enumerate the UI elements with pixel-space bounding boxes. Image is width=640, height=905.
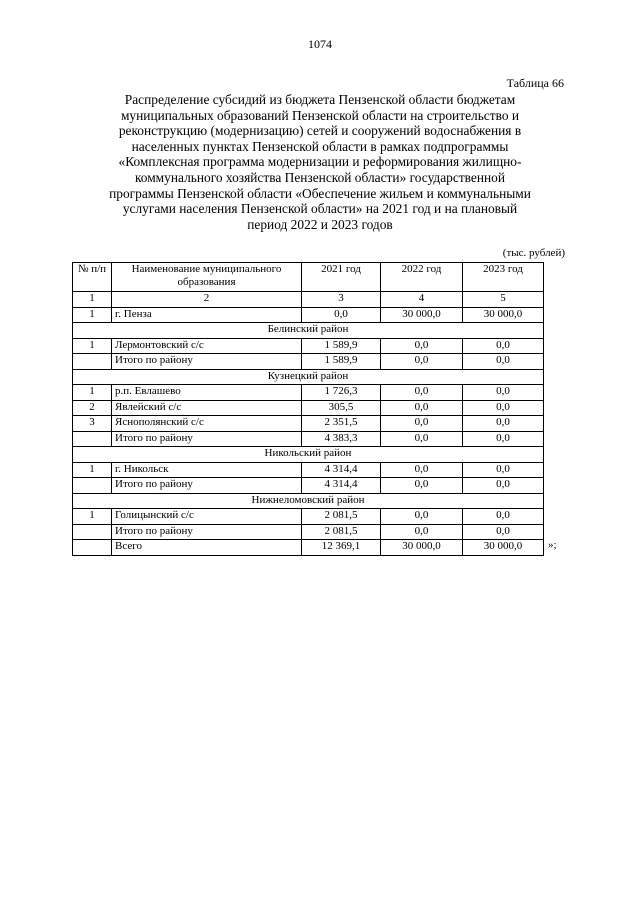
row-2023: 0,0 [463, 416, 544, 432]
row-2022: 0,0 [381, 385, 463, 401]
row-2022: 0,0 [381, 478, 463, 494]
row-num: 1 [73, 509, 112, 525]
row-2023: 0,0 [463, 478, 544, 494]
row-2021: 0,0 [302, 307, 381, 323]
row-2021: 305,5 [302, 400, 381, 416]
row-name: Итого по району [112, 431, 302, 447]
table-row [73, 307, 544, 323]
row-num: 1 [73, 462, 112, 478]
row-name: р.п. Евлашево [112, 385, 302, 401]
row-num [73, 431, 112, 447]
row-2022: 0,0 [381, 400, 463, 416]
title-line: коммунального хозяйства Пензенской области» государственной [134, 169, 506, 185]
row-2022: 0,0 [381, 431, 463, 447]
col-number: 3 [302, 292, 381, 308]
header-2021: 2021 год [302, 263, 381, 292]
row-2023: 30 000,0 [463, 540, 544, 556]
header-2022: 2022 год [381, 263, 463, 292]
table-label: Таблица 66 [506, 76, 564, 90]
row-2023: 30 000,0 [463, 307, 544, 323]
row-num: 1 [73, 307, 112, 323]
district-total-row [73, 354, 544, 370]
title-line: период 2022 и 2023 годов [247, 216, 393, 232]
title-line: Распределение субсидий из бюджета Пензенской области бюджетам [124, 92, 516, 107]
district-total-row [73, 524, 544, 540]
col-number: 4 [381, 292, 463, 308]
header-num: № п/п [73, 263, 112, 292]
district-header [73, 447, 544, 463]
table-row [73, 338, 544, 354]
subsidy-table [72, 262, 544, 556]
district-title: Нижнеломовский район [73, 493, 544, 509]
district-title: Белинский район [73, 323, 544, 339]
district-header [73, 369, 544, 385]
row-name: Лермонтовский с/с [112, 338, 302, 354]
row-2023: 0,0 [463, 385, 544, 401]
table-row [73, 416, 544, 432]
row-2021: 4 314,4 [302, 478, 381, 494]
district-header [73, 323, 544, 339]
row-num: 2 [73, 400, 112, 416]
title-line: услугами населения Пензенской области» на 2021 год и на плановый [122, 201, 518, 217]
row-2023: 0,0 [463, 462, 544, 478]
title-line: муниципальных образований Пензенской области на строительство и [120, 107, 520, 123]
row-name: Голицынский с/с [112, 509, 302, 525]
row-2021: 12 369,1 [302, 540, 381, 556]
row-2021: 4 383,3 [302, 431, 381, 447]
table-row [73, 385, 544, 401]
row-2021: 2 081,5 [302, 509, 381, 525]
district-header [73, 493, 544, 509]
row-2023: 0,0 [463, 338, 544, 354]
row-2022: 0,0 [381, 509, 463, 525]
district-total-row [73, 431, 544, 447]
title-line: реконструкцию (модернизацию) сетей и сооружений водоснабжения в [118, 123, 522, 139]
row-name: Явлейский с/с [112, 400, 302, 416]
header-2023: 2023 год [463, 263, 544, 292]
row-2022: 0,0 [381, 338, 463, 354]
row-num [73, 478, 112, 494]
table-header-row [73, 263, 544, 292]
row-2022: 0,0 [381, 462, 463, 478]
col-number: 2 [112, 292, 302, 308]
row-2021: 1 726,3 [302, 385, 381, 401]
district-title: Кузнецкий район [73, 369, 544, 385]
row-name: Яснополянский с/с [112, 416, 302, 432]
district-title: Никольский район [73, 447, 544, 463]
row-2023: 0,0 [463, 400, 544, 416]
row-name: Итого по району [112, 478, 302, 494]
document-title [70, 92, 570, 232]
row-name: Итого по району [112, 524, 302, 540]
row-2021: 1 589,9 [302, 354, 381, 370]
page-number: 1074 [308, 37, 332, 51]
col-number: 1 [73, 292, 112, 308]
row-2021: 4 314,4 [302, 462, 381, 478]
row-name: г. Никольск [112, 462, 302, 478]
table-row [73, 462, 544, 478]
district-total-row [73, 478, 544, 494]
column-number-row [73, 292, 544, 308]
table-row [73, 509, 544, 525]
unit-note: (тыс. рублей) [502, 247, 565, 259]
row-num [73, 540, 112, 556]
row-2022: 0,0 [381, 524, 463, 540]
row-2023: 0,0 [463, 354, 544, 370]
row-2023: 0,0 [463, 509, 544, 525]
grand-total-row [73, 540, 544, 556]
row-2023: 0,0 [463, 431, 544, 447]
row-num: 3 [73, 416, 112, 432]
col-number: 5 [463, 292, 544, 308]
row-2021: 1 589,9 [302, 338, 381, 354]
title-line: населенных пунктах Пензенской области в рамках подпрограммы [131, 138, 509, 154]
row-2022: 0,0 [381, 354, 463, 370]
header-name: Наименование муниципального образования [112, 263, 302, 292]
row-2023: 0,0 [463, 524, 544, 540]
row-2022: 30 000,0 [381, 540, 463, 556]
row-name: г. Пенза [112, 307, 302, 323]
row-name: Итого по району [112, 354, 302, 370]
table-row [73, 400, 544, 416]
row-num [73, 354, 112, 370]
row-num [73, 524, 112, 540]
row-2022: 0,0 [381, 416, 463, 432]
title-line: «Комплексная программа модернизации и реформирования жилищно- [118, 154, 522, 170]
row-name: Всего [112, 540, 302, 556]
title-line: программы Пензенской области «Обеспечение жильем и коммунальными [109, 185, 531, 201]
row-2022: 30 000,0 [381, 307, 463, 323]
row-2021: 2 081,5 [302, 524, 381, 540]
closing-quote-mark: »; [548, 539, 557, 551]
row-num: 1 [73, 338, 112, 354]
row-num: 1 [73, 385, 112, 401]
row-2021: 2 351,5 [302, 416, 381, 432]
